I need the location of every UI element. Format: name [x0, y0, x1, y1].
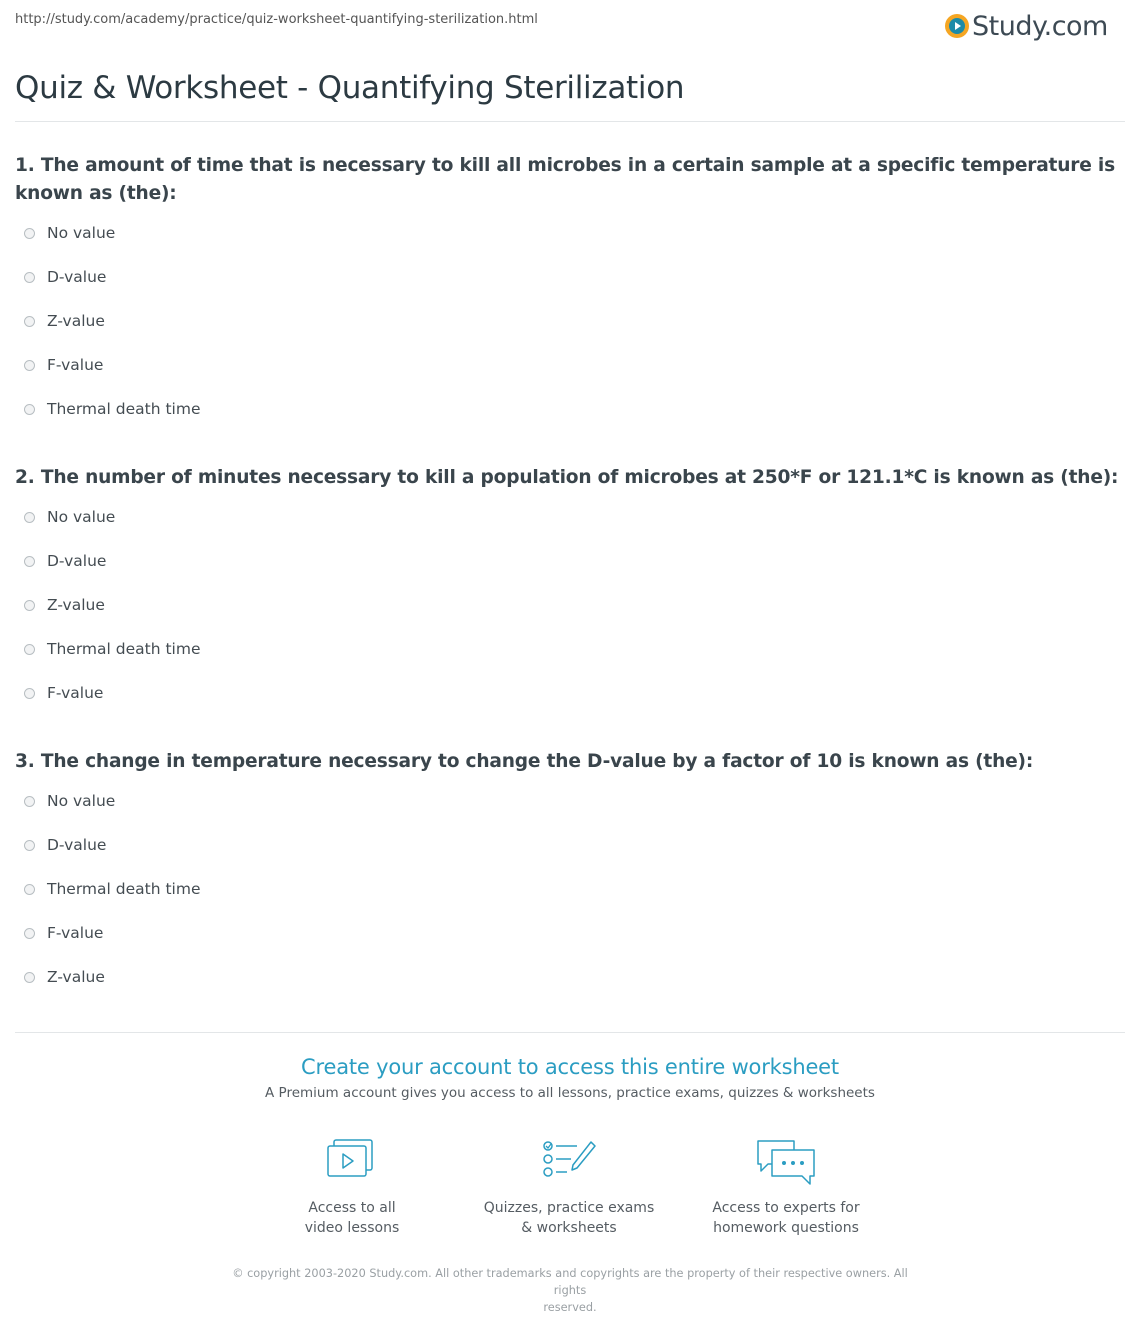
answer-option[interactable]	[15, 789, 1127, 833]
chat-bubbles-icon	[754, 1138, 818, 1188]
question-text: 2. The number of minutes necessary to kill a population of microbes at 250*F or 121.1*C is known as (the):	[15, 467, 1119, 488]
option-label: Z-value	[47, 968, 105, 986]
answer-option[interactable]	[15, 549, 1127, 593]
option-label: Thermal death time	[47, 400, 201, 418]
play-logo-icon	[945, 14, 969, 38]
radio-icon[interactable]	[24, 796, 35, 807]
option-label: No value	[47, 792, 116, 810]
answer-options	[15, 505, 1127, 725]
radio-icon[interactable]	[24, 884, 35, 895]
question-text: 3. The change in temperature necessary to change the D-value by a factor of 10 is known as (the):	[15, 751, 1034, 772]
signup-cta	[0, 1055, 1140, 1101]
answer-option[interactable]	[15, 309, 1127, 353]
divider	[15, 1032, 1125, 1033]
copyright-line: reserved.	[543, 1301, 597, 1314]
study-logo[interactable]	[945, 8, 1125, 44]
option-label: Thermal death time	[47, 640, 201, 658]
feature-video-lessons	[252, 1138, 452, 1238]
radio-icon[interactable]	[24, 512, 35, 523]
feature-label	[686, 1198, 886, 1238]
page-title: Quiz & Worksheet - Quantifying Sterilization	[15, 70, 685, 106]
answer-option[interactable]	[15, 221, 1127, 265]
feature-label-line: homework questions	[713, 1220, 859, 1236]
feature-label-line: video lessons	[304, 1220, 400, 1236]
answer-option[interactable]	[15, 397, 1127, 441]
radio-icon[interactable]	[24, 644, 35, 655]
option-label: D-value	[47, 552, 107, 570]
question-3	[15, 748, 1127, 1009]
answer-option[interactable]	[15, 877, 1127, 921]
option-label: No value	[47, 508, 116, 526]
radio-icon[interactable]	[24, 972, 35, 983]
logo-text: Study.com	[972, 10, 1108, 42]
answer-options	[15, 789, 1127, 1009]
answer-option[interactable]	[15, 637, 1127, 681]
option-label: Thermal death time	[47, 880, 201, 898]
answer-option[interactable]	[15, 833, 1127, 877]
radio-icon[interactable]	[24, 316, 35, 327]
option-label: No value	[47, 224, 116, 242]
question-1	[15, 152, 1127, 441]
radio-icon[interactable]	[24, 600, 35, 611]
cta-title-link[interactable]: Create your account to access this entire worksheet	[301, 1055, 839, 1079]
answer-option[interactable]	[15, 265, 1127, 309]
feature-label	[469, 1198, 669, 1238]
answer-option[interactable]	[15, 593, 1127, 637]
feature-label	[252, 1198, 452, 1238]
option-label: D-value	[47, 836, 107, 854]
option-label: Z-value	[47, 596, 105, 614]
divider	[15, 121, 1125, 122]
answer-options	[15, 221, 1127, 441]
question-2	[15, 464, 1127, 725]
answer-option[interactable]	[15, 353, 1127, 397]
feature-label-line: Access to experts for	[712, 1200, 860, 1216]
radio-icon[interactable]	[24, 928, 35, 939]
radio-icon[interactable]	[24, 404, 35, 415]
copyright-line: © copyright 2003-2020 Study.com. All other trademarks and copyrights are the property of their respective owners. All rights	[232, 1267, 908, 1297]
feature-label-line: & worksheets	[521, 1220, 617, 1236]
feature-quizzes	[469, 1138, 669, 1238]
answer-option[interactable]	[15, 681, 1127, 725]
radio-icon[interactable]	[24, 228, 35, 239]
radio-icon[interactable]	[24, 556, 35, 567]
radio-icon[interactable]	[24, 688, 35, 699]
page-url: http://study.com/academy/practice/quiz-worksheet-quantifying-sterilization.html	[15, 12, 538, 27]
answer-option[interactable]	[15, 965, 1127, 1009]
option-label: Z-value	[47, 312, 105, 330]
radio-icon[interactable]	[24, 840, 35, 851]
answer-option[interactable]	[15, 505, 1127, 549]
option-label: F-value	[47, 924, 104, 942]
radio-icon[interactable]	[24, 272, 35, 283]
question-text: 1. The amount of time that is necessary to kill all microbes in a certain sample at a specific temperature is known as (the):	[15, 155, 1115, 204]
option-label: D-value	[47, 268, 107, 286]
option-label: F-value	[47, 356, 104, 374]
feature-label-line: Access to all	[308, 1200, 396, 1216]
quiz-checklist-icon	[541, 1138, 597, 1184]
radio-icon[interactable]	[24, 360, 35, 371]
copyright-notice	[220, 1265, 920, 1316]
answer-option[interactable]	[15, 921, 1127, 965]
option-label: F-value	[47, 684, 104, 702]
feature-experts	[686, 1138, 886, 1238]
feature-label-line: Quizzes, practice exams	[483, 1200, 655, 1216]
video-lessons-icon	[324, 1138, 380, 1184]
cta-subtitle: A Premium account gives you access to all lessons, practice exams, quizzes & worksheets	[265, 1085, 875, 1101]
